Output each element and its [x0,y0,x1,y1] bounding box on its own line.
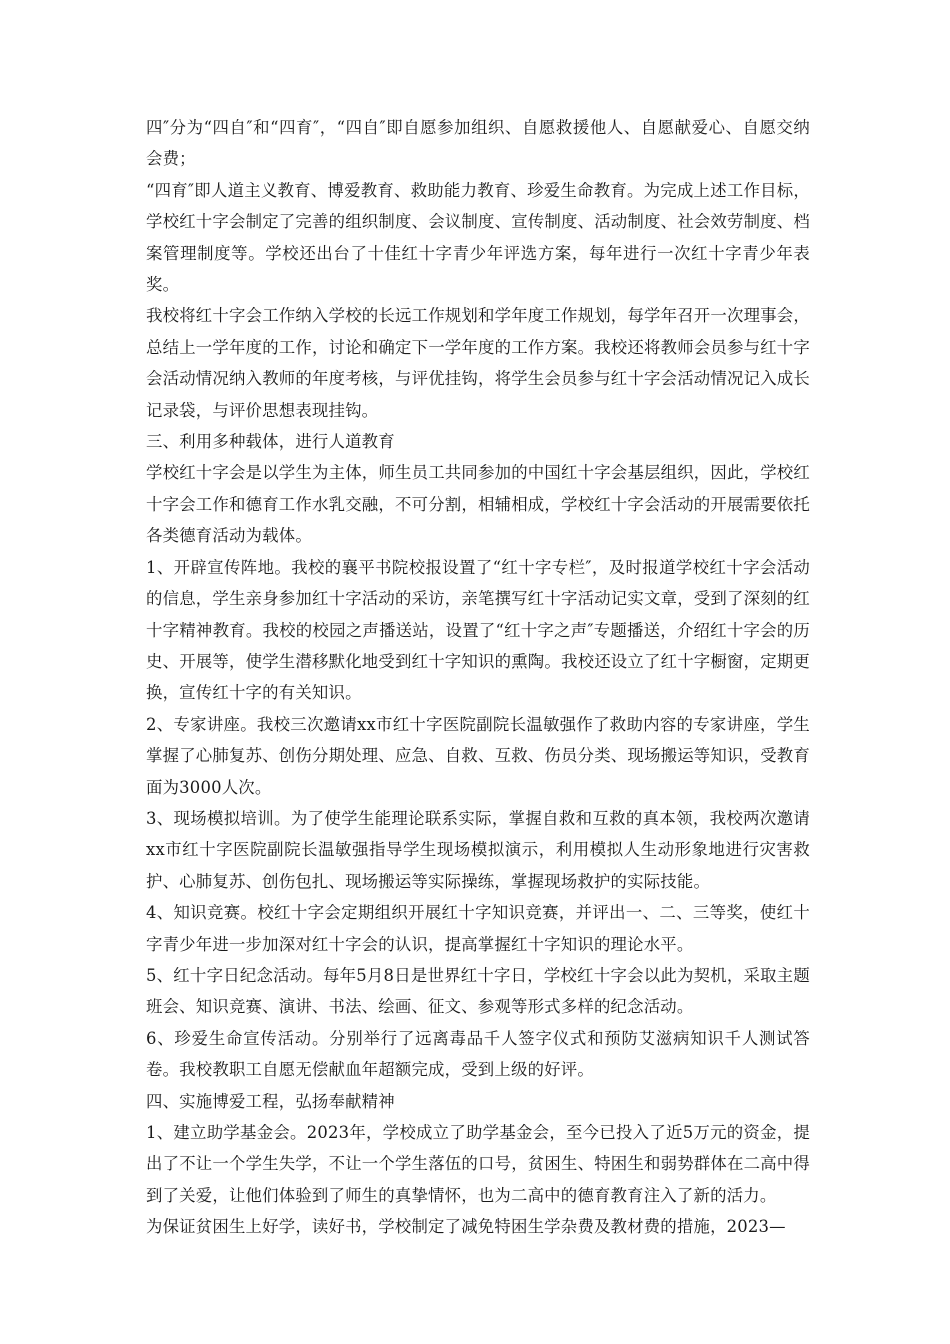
paragraph-item-5-memorial: 5、红十字日纪念活动。每年5月8日是世界红十字日，学校红十字会以此为契机，采取主题班会、知识竞赛、演讲、书法、绘画、征文、参观等形式多样的纪念活动。 [146,965,810,1017]
paragraph-item-6-life: 6、珍爱生命宣传活动。分别举行了远离毒品千人签字仪式和预防艾滋病知识千人测试答卷。我校教职工自愿无偿献血年超额完成，受到上级的好评。 [146,1028,810,1080]
document-body [146,112,810,1243]
paragraph-fee-reduction: 为保证贫困生上好学，读好书，学校制定了减免特困生学杂费及教材费的措施，2023— [146,1217,786,1237]
paragraph-red-cross-intro: 学校红十字会是以学生为主体，师生员工共同参加的中国红十字会基层组织，因此，学校红十字会工作和德育工作水乳交融，不可分割，相辅相成，学校红十字会活动的开展需要依托各类德育活动为载体。 [146,463,810,546]
paragraph-scholarship-fund: 1、建立助学基金会。2023年，学校成立了助学基金会，至今已投入了近5万元的资金，提出了不让一个学生失学，不让一个学生落伍的口号，贫困生、特困生和弱势群体在二高中得到了关爱，让他们体验到了师生的真挚情怀，也为二高中的德育教育注入了新的活力。 [146,1123,810,1205]
section-heading-four: 四、实施博爱工程，弘扬奉献精神 [146,1091,395,1111]
paragraph-item-2-lecture: 2、专家讲座。我校三次邀请xx市红十字医院副院长温敏强作了救助内容的专家讲座，学生掌握了心肺复苏、创伤分期处理、应急、自救、互救、伤员分类、现场搬运等知识，受教育面为3000人次。 [146,714,810,797]
paragraph-item-4-contest: 4、知识竞赛。校红十字会定期组织开展红十字知识竞赛，并评出一、二、三等奖，使红十字青少年进一步加深对红十字会的认识，提高掌握红十字知识的理论水平。 [146,903,810,954]
paragraph-work-planning: 我校将红十字会工作纳入学校的长远工作规划和学年度工作规划，每学年召开一次理事会，总结上一学年度的工作，讨论和确定下一学年度的工作方案。我校还将教师会员参与红十字会活动情况纳入教师的年度考核，与评优挂钩，将学生会员参与红十字会活动情况记入成长记录袋，与评价思想表现挂钩。 [146,306,810,420]
paragraph-item-1-publicity: 1、开辟宣传阵地。我校的襄平书院校报设置了“红十字专栏″，及时报道学校红十字会活动的信息，学生亲身参加红十字活动的采访，亲笔撰写红十字活动记实文章，受到了深刻的红十字精神教育。我校的校园之声播送站，设置了“红十字之声″专题播送，介绍红十字会的历史、开展等，使学生潜移默化地受到红十字知识的熏陶。我校还设立了红十字橱窗，定期更换，宣传红十字的有关知识。 [146,557,810,703]
paragraph-item-3-training: 3、现场模拟培训。为了使学生能理论联系实际，掌握自救和互救的真本领，我校两次邀请xx市红十字医院副院长温敏强指导学生现场模拟演示，利用模拟人生动形象地进行灾害救护、心肺复苏、创伤包扎、现场搬运等实际操练，掌握现场救护的实际技能。 [146,808,810,891]
section-heading-three: 三、利用多种载体，进行人道教育 [146,432,395,452]
paragraph-four-zi-definition: 四″分为“四自″和“四育″，“四自″即自愿参加组织、自愿救援他人、自愿献爱心、自愿交纳会费； [146,118,810,169]
paragraph-four-yu-definition: “四育″即人道主义教育、博爱教育、救助能力教育、珍爱生命教育。为完成上述工作目标，学校红十字会制定了完善的组织制度、会议制度、宣传制度、活动制度、社会效劳制度、档案管理制度等。学校还出台了十佳红十字青少年评选方案，每年进行一次红十字青少年表奖。 [146,180,810,295]
